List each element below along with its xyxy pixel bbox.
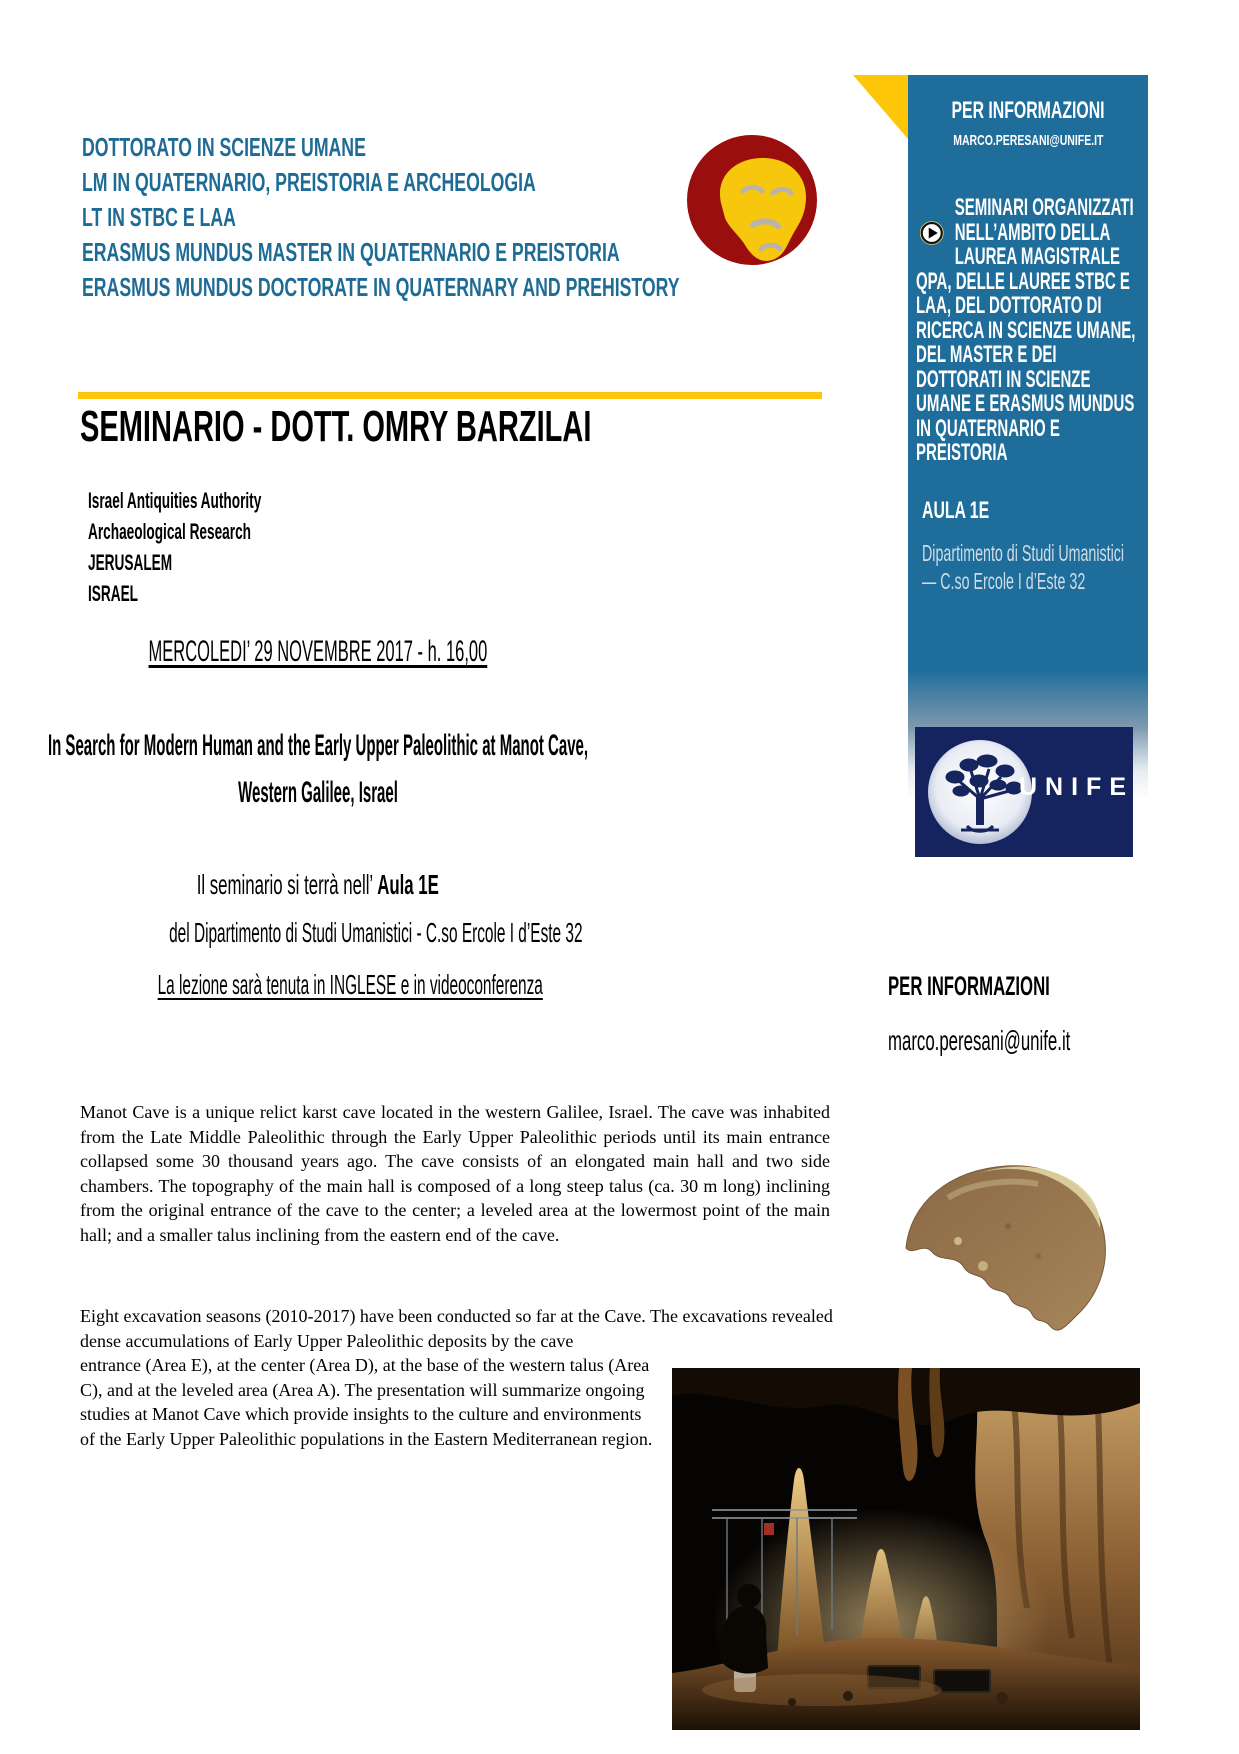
language-note: La lezione sarà tenuta in INGLESE e in videoconferenza — [157, 969, 543, 1000]
seminar-title — [80, 402, 855, 452]
abstract-paragraph-2-wrapped: entrance (Area E), at the center (Area D), at the base of the western talus (Area C), and at the leveled area (Area A). The presentation will summarize ongoing studies at Manot Cave which provide insights to the culture and environments of the Early Upper Paleolithic populations in the Eastern Mediterranean region. — [80, 1355, 653, 1449]
contact-heading — [888, 971, 1149, 1002]
title-accent-rule — [78, 392, 822, 399]
program-header — [82, 130, 961, 305]
seminar-title-text: SEMINARIO - DOTT. OMRY BARZILAI — [80, 402, 592, 451]
abstract-paragraph-2-top: Eight excavation seasons (2010-2017) have been conducted so far at the Cave. The excavations revealed dense accumulations of Early Upper Paleolithic deposits by the cave — [80, 1306, 833, 1351]
affiliation-line: JERUSALEM — [88, 550, 173, 575]
header-line: LM IN QUATERNARIO, PREISTORIA E ARCHEOLOGIA — [82, 167, 536, 197]
contact-email — [888, 1025, 1192, 1057]
program-logo-icon — [685, 133, 819, 267]
header-line: DOTTORATO IN SCIENZE UMANE — [82, 132, 366, 162]
venue-prefix: Il seminario si terrà nell’ — [196, 869, 378, 900]
sidebar-info-heading: PER INFORMAZIONI — [951, 97, 1105, 124]
affiliation-line: ISRAEL — [88, 581, 139, 606]
sidebar-dept-line-1-text: Dipartimento di Studi Umanistici — [922, 540, 1125, 566]
sidebar-info-email: MARCO.PERESANI@UNIFE.IT — [952, 132, 1104, 149]
header-line: LT IN STBC E LAA — [82, 202, 236, 232]
venue-row — [0, 869, 636, 901]
sidebar-dept-line-2-text: — C.so Ercole I d’Este 32 — [922, 568, 1086, 594]
sidebar-room — [922, 497, 1024, 525]
affiliation-line: Israel Antiquities Authority — [88, 488, 262, 513]
contact-heading-text: PER INFORMAZIONI — [888, 971, 1050, 1001]
abstract-paragraph-1: Manot Cave is a unique relict karst cave located in the western Galilee, Israel. The cave was inhabited from the Late Middle Paleolithic through the Early Upper Paleolithic periods until its main entrance collapsed some 30 thousand years ago. The cave consists of an elongated main hall and two side chambers. The topography of the main hall is composed of a long steep talus (ca. 30 m long) inclining from the original entrance of the cave to the center; a leveled area at the lowermost point of the main hall; and a smaller talus inclining from the eastern end of the cave. — [80, 1102, 830, 1245]
language-row — [0, 969, 636, 1001]
talk-title: In Search for Modern Human and the Early Upper Paleolithic at Manot Cave, Western Galilee, Israel — [47, 729, 589, 809]
unife-logo-text: UNIFE — [1019, 773, 1134, 801]
contact-email-text: marco.peresani@unife.it — [888, 1025, 1071, 1056]
date-row — [0, 635, 636, 669]
cave-excavation-photo — [672, 1368, 1140, 1730]
speaker-affiliation — [88, 487, 368, 611]
sidebar-dept-line-1 — [922, 540, 1239, 567]
unife-logo — [915, 727, 1133, 857]
venue-room: Aula 1E — [377, 869, 440, 900]
seminar-date: MERCOLEDI’ 29 NOVEMBRE 2017 - h. 16,00 — [148, 635, 488, 668]
venue-line — [197, 869, 439, 901]
play-icon — [916, 196, 955, 246]
header-line: ERASMUS MUNDUS MASTER IN QUATERNARIO E PREISTORIA — [82, 237, 620, 267]
sidebar-seminars-note-text: SEMINARI ORGANIZZATI NELL’AMBITO DELLA LAUREA MAGISTRALE QPA, DELLE LAUREE STBC E LAA, DEL DOTTORATO DI RICERCA IN SCIENZE UMANE, DEL MASTER E DEI DOTTORATI IN SCIENZE UMANE E ERASMUS MUNDUS IN QUATERNARIO E PREISTORIA — [916, 194, 1136, 466]
skull-calvaria-photo — [888, 1146, 1120, 1348]
venue-address-row — [0, 917, 636, 949]
sidebar-room-label: AULA 1E — [922, 497, 990, 524]
affiliation-line: Archaeological Research — [88, 519, 252, 544]
header-line: ERASMUS MUNDUS DOCTORATE IN QUATERNARY AND PREHISTORY — [82, 272, 680, 302]
sidebar-dept-line-2 — [922, 568, 1185, 595]
venue-address: del Dipartimento di Studi Umanistici - C.so Ercole I d’Este 32 — [169, 917, 583, 948]
sidebar-seminars-note — [916, 196, 1141, 466]
